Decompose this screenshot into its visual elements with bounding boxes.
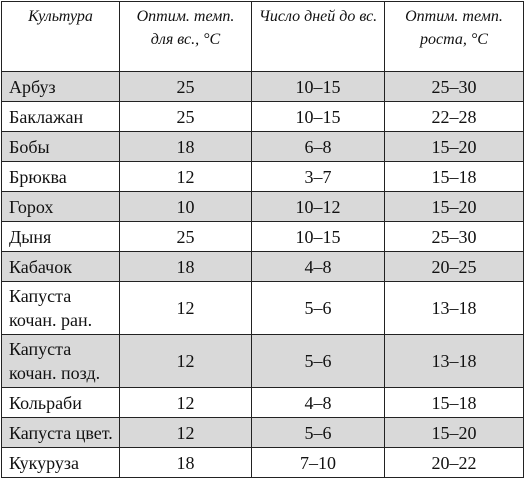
cell-growth-temp: 13–18 [385,335,524,388]
cell-germination-temp: 12 [120,418,252,448]
cell-crop: Капуста цвет. [2,418,120,448]
table-row [2,162,524,192]
table-row [2,252,524,282]
table-row [2,192,524,222]
cell-days: 6–8 [252,132,385,162]
table-row [2,132,524,162]
table-row [2,335,524,388]
cell-germination-temp: 25 [120,222,252,252]
cell-crop: Капуста кочан. позд. [2,335,120,388]
cell-days: 5–6 [252,418,385,448]
header-germination-temp: Оптим. темп. для вс., °С [120,2,252,72]
cell-crop: Дыня [2,222,120,252]
cell-days: 10–15 [252,222,385,252]
cell-germination-temp: 18 [120,252,252,282]
cell-days: 10–12 [252,192,385,222]
cell-growth-temp: 15–20 [385,418,524,448]
header-days-to-germination: Число дней до вс. [252,2,385,72]
cell-crop: Бобы [2,132,120,162]
cell-crop: Баклажан [2,102,120,132]
cell-days: 10–15 [252,72,385,102]
cell-growth-temp: 15–18 [385,162,524,192]
cell-days: 5–6 [252,282,385,335]
cell-crop: Кукуруза [2,448,120,478]
header-crop: Культура [2,2,120,72]
table-row [2,388,524,418]
cell-days: 4–8 [252,252,385,282]
table-row [2,448,524,478]
cell-days: 7–10 [252,448,385,478]
cell-germination-temp: 25 [120,72,252,102]
table-row [2,72,524,102]
cell-crop: Арбуз [2,72,120,102]
cell-days: 5–6 [252,335,385,388]
cell-days: 10–15 [252,102,385,132]
cell-growth-temp: 15–20 [385,132,524,162]
cell-crop: Кабачок [2,252,120,282]
cell-growth-temp: 20–22 [385,448,524,478]
table-row [2,102,524,132]
cell-days: 3–7 [252,162,385,192]
cell-germination-temp: 12 [120,388,252,418]
cell-growth-temp: 13–18 [385,282,524,335]
cell-germination-temp: 12 [120,282,252,335]
cell-crop: Брюква [2,162,120,192]
cell-days: 4–8 [252,388,385,418]
cell-growth-temp: 20–25 [385,252,524,282]
cell-growth-temp: 15–18 [385,388,524,418]
cell-germination-temp: 25 [120,102,252,132]
cell-germination-temp: 18 [120,448,252,478]
cell-growth-temp: 25–30 [385,222,524,252]
cell-crop: Капуста кочан. ран. [2,282,120,335]
cell-growth-temp: 22–28 [385,102,524,132]
header-growth-temp: Оптим. темп. роста, °С [385,2,524,72]
cell-crop: Горох [2,192,120,222]
table-row [2,282,524,335]
table-row [2,222,524,252]
cell-growth-temp: 15–20 [385,192,524,222]
cell-germination-temp: 12 [120,162,252,192]
header-row [2,2,524,72]
crop-temperature-table [1,1,524,478]
cell-growth-temp: 25–30 [385,72,524,102]
cell-crop: Кольраби [2,388,120,418]
cell-germination-temp: 12 [120,335,252,388]
cell-germination-temp: 10 [120,192,252,222]
cell-germination-temp: 18 [120,132,252,162]
table-row [2,418,524,448]
